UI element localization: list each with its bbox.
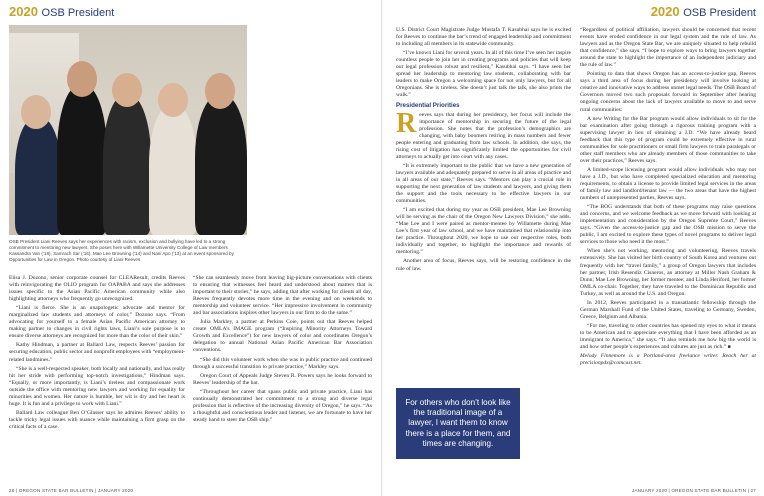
article-column-1	[9, 275, 185, 433]
paragraph: Oregon Court of Appeals Judge Steven R. Powers says he looks forward to Reeves’ leadership of the bar.	[193, 372, 372, 386]
paragraph: Julia Markley, a partner at Perkins Coie, points out that Reeves helped create OMLA’s IMAGE program (“Inspiring Minority Attorneys Toward Growth and Excellence”) for new lawyers of color and coordinates Oregon’s delegation to annual National Asian Pacific American Bar Association conventions.	[193, 319, 372, 354]
drop-cap: R	[396, 107, 417, 139]
running-head-year: 2020	[9, 4, 38, 19]
paragraph: “She can seamlessly move from leaving big-picture conversations with clients to ensuring that witnesses feel heard and understood about matters that is important to their stories,” he says, adding that after working for clients all day, Reeves frequently devotes more time in the evening and on weekends to mentorship and volunteer service. “Her impressive involvement in community and bar associations inspires other lawyers in our firm to do the same.”	[193, 275, 372, 317]
end-mark: ■	[727, 345, 731, 351]
paragraph: “For me, traveling to other countries has opened my eyes to what it means to be American and to appreciate everything that I have been afforded as an immigrant to America,” she says. “It also reminds me how big the world is and how other people’s experiences and cultures are just as rich.” ■	[580, 322, 756, 351]
paragraph: Another area of focus, Reeves says, will be restoring confidence in the rule of law.	[396, 258, 571, 272]
section-heading: Presidential Priorities	[396, 102, 460, 110]
paragraph: “Regardless of political affiliation, lawyers should be concerned that recent events have eroded confidence in our legal system and the rule of law. As lawyers and as the Oregon State Bar, we are uniquely situated to help rebuild that confidence,” she says. “I hope to explore ways to bring lawyers together around the state to highlight the importance of an independent judiciary and the rule of law.”	[580, 27, 756, 69]
paragraph: “It is extremely important to the public that we have a new generation of lawyers available and adequately prepared to serve in all areas of practice and in all areas of our state,” Reeves says. “Mentors can play a crucial role in supporting the next generation of law students and lawyers, and giving them the support and the tools necessary to be effective lawyers in our communities.	[396, 162, 571, 205]
paragraph: Reeves says that during her presidency, her focus will include the importance of mentorship in securing the future of the legal profession. She notes that the profession’s demographics are changing, with baby boomers retiring in mass numbers and fewer people entering and graduating from law schools. In addition, she says, the rising cost of litigation has significantly limited the opportunities for civil attorneys to actually get into court with any cases.	[396, 107, 571, 160]
paragraph: Ballard Law colleague Ben O’Glasser says he admires Reeves’ ability to tackle tricky legal issues with nuance while maintaining a firm grasp on the critical facts of a case.	[9, 409, 185, 430]
author-note: Melody Finnemore is a Portland-area freelance writer. Reach her at precisionpdx@comcast.net.	[580, 353, 756, 367]
pull-quote: For others who don’t look like the traditional image of a lawyer, I want them to know there is a place for them, and times are changing.	[396, 388, 520, 459]
paragraph: “I am excited that during my year as OSB president, Mae Lee Browning will be serving as the chair of the Oregon New Lawyers Division,” she adds. “Mae Lee and I were paired as mentor-mentee by Willamette during Mae Lee’s first year of law school, and we have maintained that relationship into her practice. Throughout 2020, we hope to use our respective roles, both individually and together, to highlight the importance and rewards of mentoring.”	[396, 207, 571, 256]
paragraph: “Liani is fierce. She is an unapologetic advocate and mentor for marginalized law students and attorneys of color,” Dozono says. “From advocating for yourself to a female Asian Pacific American attorney to making partner to changes in civil rights laws, Liani’s sole purpose is to ensure diverse attorneys are recognized for more than the color of their skin.”	[9, 305, 185, 340]
group-photo	[9, 25, 247, 235]
page-footer-left: 26 | OREGON STATE BAR BULLETIN | JANUARY 2020	[9, 488, 134, 493]
paragraph: “The BOG understands that both of these programs may raise questions and concerns, and we welcome feedback as we move forward with looking at implementation and consideration by the Oregon Supreme Court,” Reeves says. “Given the access-to-justice gap and the OSB mission to serve the public, I am excited to explore these types of novel programs to deliver legal services to those who need it the most.”	[580, 204, 756, 246]
paragraph: Elisa J. Dozono, senior corporate counsel for CLEAResult, credits Reeves with reinvigorating the OLIO program for OAPABA and says she addresses issues specific to the Asian Pacific American community while also highlighting attorneys who frequently go unrecognized.	[9, 275, 185, 303]
article-column-3	[396, 27, 571, 275]
paragraph: U.S. District Court Magistrate Judge Mustafa T. Kasubhai says he is excited for Reeves to continue the bar’s trend of engaged leadership and commitment to including all members in its statewide community.	[396, 27, 571, 48]
running-head-title: OSB President	[41, 7, 115, 19]
paragraph: In 2012, Reeves participated in a transatlantic fellowship through the German Marshall Fund of the United States, traveling to Germany, Sweden, Greece, Belgium and Albania.	[580, 299, 756, 320]
paragraph: A new Writing for the Bar program would allow individuals to sit for the bar examination after going through a rigorous training program with a supervising lawyer in lieu of obtaining a J.D. “We have already heard feedback that this type of program could be extremely effective in rural communities for sole practitioners or small firm lawyers to train paralegals or other staff members who are already members of those communities to take over their practices,” Reeves says.	[580, 115, 756, 164]
paragraph: When she’s not working, mentoring and volunteering, Reeves travels extensively. She has visited her birth country of South Korea and ventures out frequently with her “travel family,” a group of Oregon lawyers that includes her partner, Irish Resendiz Cisneros, an attorney at Miller Nash Graham & Dunn; Mae Lee Browning, her former mentee; and Linda Heriford, her former OMLA co-chair. Together, they have traveled to the Dominican Republic and Turkey, as well as around the U.S. and Oregon.	[580, 248, 756, 297]
running-head-year: 2020	[650, 4, 680, 19]
paragraph: Pointing to data that shows Oregon has an access-to-justice gap, Reeves says a third area of focus during her presidency will involve looking at creative and innovative ways to address unmet legal needs. The OSB Board of Governors moved two such proposals forward in September after hearing ongoing concerns about the lack of lawyers available to move to and serve rural communities:	[580, 71, 756, 113]
photo-caption: OSB President Liani Reeves says her experiences with racism, exclusion and bullying have led to a strong commitment to mentoring new lawyers. She poses here with Willamette University College of Law members Kassandra Van (’18), Samrach Sar (’16), Mae Lee Browning (’14) and Nani Apo (’13) at an event sponsored by Opportunities for Law in Oregon. Photo courtesy of Liani Reeves	[9, 239, 234, 262]
paragraph: “She is a well-respected speaker, both locally and nationally, and has really hit her stride with performing top-notch investigations,” Hindman says. “Equally, or more importantly, is Liani’s tireless and compassionate work outside the office with mentoring new lawyers and working for equality for minorities and women. Her nature is humble, her wit is dry and her heart is huge. It is fun and a privilege to work with Liani.”	[9, 365, 185, 407]
paragraph: A limited-scope licensing program would allow individuals who may not have a J.D., but who have completed specialized education and mentoring requirements, to obtain a license to provide limited legal services in the areas of family law and landlord/tenant law — the two areas that have the highest numbers of unrepresented parties, Reeves says.	[580, 166, 756, 202]
running-head-left	[9, 4, 114, 19]
paragraph: Kathy Hindman, a partner at Ballard Law, respects Reeves’ passion for securing education, public sector and nonprofit employees with “employment-related landmines.”	[9, 342, 185, 363]
paragraph: “I’ve known Liani for several years. In all of this time I’ve seen her inspire countless people to join her in creating programs and policies that will keep our legal profession robust and resilient,” Kasubhai says. “I have seen her spread her leadership to mentoring law students, collaborating with bar leaders to make Oregon a welcoming space for not only lawyers, but for all Oregonians. She is tireless. She doesn’t just talk the talk, she also prints the walk.”	[396, 50, 571, 99]
article-column-2	[193, 275, 372, 426]
article-column-4	[580, 27, 756, 369]
paragraph: “Throughout her career that spans public and private practice, Liani has continually demonstrated her commitment to a strong and diverse legal profession that is reflective of the increasing diversity of Oregon,” he says. “As a thoughtful and conscientious leader and listener, we are fortunate to have her steady hand to steer the OSB ship.”	[193, 388, 372, 423]
running-head-title: OSB President	[683, 7, 756, 19]
running-head-right	[651, 4, 756, 19]
page-footer-right: JANUARY 2020 | OREGON STATE BAR BULLETIN | 27	[631, 488, 756, 493]
paragraph: “She did this volunteer work when she was in public practice and continued through a successful transition to private practice,” Markley says.	[193, 356, 372, 370]
